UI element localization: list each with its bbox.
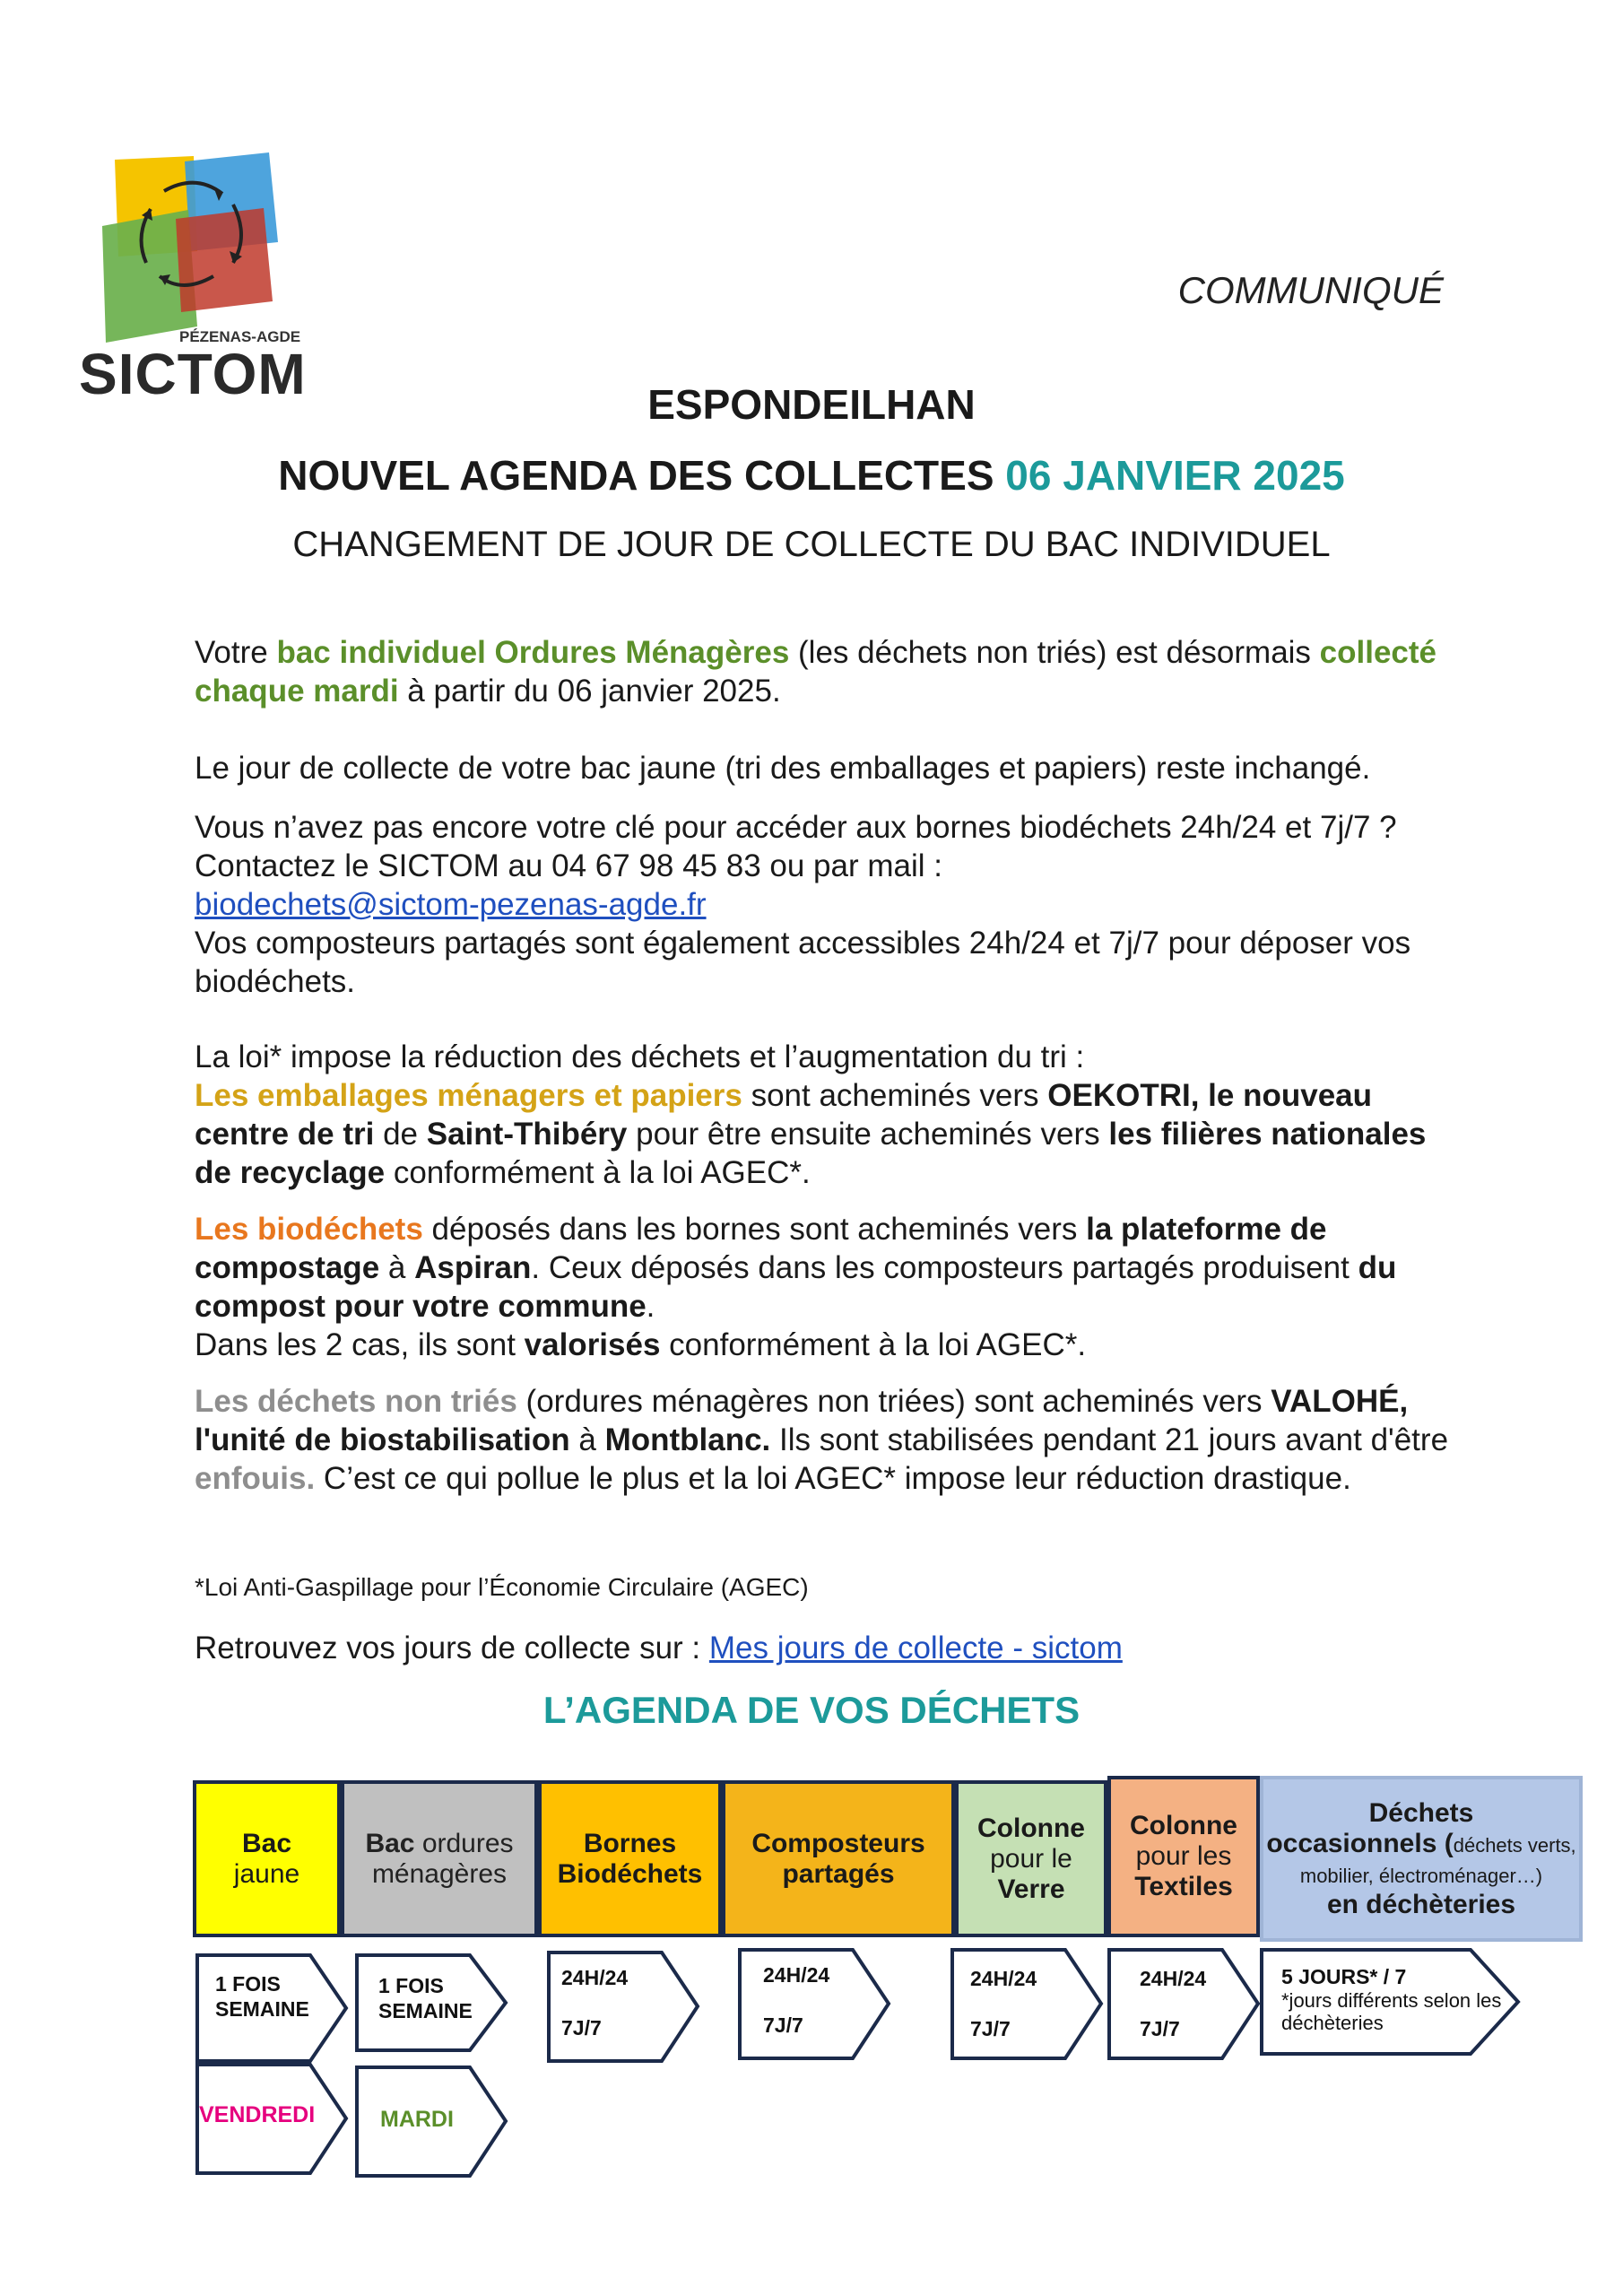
- text: La loi* impose la réduction des déchets et l’augmentation du tri :: [195, 1039, 1085, 1074]
- day-arrow-vendredi: [195, 2063, 348, 2175]
- text: (les déchets non triés) est désormais: [789, 635, 1320, 670]
- highlight: Montblanc.: [604, 1422, 771, 1457]
- head-line: pour les: [1135, 1841, 1232, 1871]
- text: de: [374, 1117, 427, 1152]
- text: Vous n’avez pas encore votre clé pour accéder aux bornes biodéchets 24h/24 et 7j/7 ? Contactez le SICTOM au 04 67 98 45 83 ou par mail :: [195, 810, 1397, 883]
- freq-line: 24H/24: [1140, 1967, 1207, 1990]
- town-title: ESPONDEILHAN: [647, 381, 976, 428]
- head-line: Bornes: [583, 1828, 677, 1858]
- paragraph-biodechets: [195, 1210, 1450, 1364]
- highlight: Aspiran: [414, 1250, 532, 1285]
- head-line: Verre: [997, 1874, 1065, 1904]
- logo-name: SICTOM: [79, 342, 307, 406]
- head-line: Bac: [241, 1828, 292, 1858]
- collect-days-line: [195, 1631, 1123, 1666]
- text: déposés dans les bornes sont acheminés vers: [422, 1212, 1087, 1247]
- head-line: Composteurs: [751, 1828, 925, 1858]
- page-subtitle: CHANGEMENT DE JOUR DE COLLECTE DU BAC INDIVIDUEL: [292, 525, 1331, 564]
- page-title: [0, 451, 1623, 500]
- text: .: [646, 1289, 655, 1324]
- paragraph-biodechets-key: [195, 808, 1450, 1001]
- freq-line: 1 FOIS: [378, 1974, 444, 1997]
- text: C’est ce qui pollue le plus et la loi AGEC* impose leur réduction drastique.: [315, 1461, 1351, 1496]
- text: (ordures ménagères non triées) sont acheminés vers: [516, 1384, 1271, 1419]
- communique-label: COMMUNIQUÉ: [1177, 269, 1444, 311]
- text: Dans les 2 cas, ils sont: [195, 1327, 525, 1362]
- collect-days-link[interactable]: Mes jours de collecte - sictom: [708, 1631, 1123, 1665]
- title-main: NOUVEL AGENDA DES COLLECTES: [278, 452, 1006, 499]
- head-line: occasionnels (: [1266, 1828, 1454, 1858]
- highlight: la plateforme de compostage: [195, 1212, 1327, 1285]
- freq-line: 24H/24: [970, 1967, 1037, 1990]
- freq-line: 24H/24: [561, 1966, 629, 1989]
- head-line: Textiles: [1134, 1872, 1233, 1901]
- agenda-head-textiles: [1107, 1776, 1260, 1937]
- text: sont acheminés vers: [742, 1078, 1048, 1113]
- highlight: OEKOTRI, le nouveau centre de tri: [195, 1078, 1373, 1152]
- head-line: jaune: [233, 1858, 300, 1889]
- freq-line: 5 JOURS* / 7: [1281, 1965, 1407, 1988]
- freq-arrow-bac-jaune: [195, 1953, 348, 2063]
- paragraph-bac-individuel: [195, 633, 1450, 710]
- text: Vos composteurs partagés sont également accessibles 24h/24 et 7j/7 pour déposer vos biodéchets.: [195, 926, 1411, 999]
- agenda-head-bac-jaune: [193, 1780, 341, 1937]
- agenda-title: L’AGENDA DE VOS DÉCHETS: [542, 1689, 1081, 1731]
- head-line: partagés: [782, 1858, 895, 1889]
- highlight: Les emballages ménagers et papiers: [195, 1078, 742, 1113]
- highlight: bac individuel Ordures Ménagères: [276, 635, 790, 670]
- highlight: les filières nationales de recyclage: [195, 1117, 1427, 1190]
- freq-line: 7J/7: [1140, 2017, 1180, 2040]
- day-label-vendredi: VENDREDI: [199, 2102, 316, 2127]
- highlight: VALOHÉ, l'unité de biostabilisation: [195, 1384, 1409, 1457]
- highlight: collecté chaque mardi: [195, 635, 1437, 709]
- highlight: du compost pour votre commune: [195, 1250, 1397, 1324]
- highlight: Saint-Thibéry: [426, 1117, 628, 1152]
- logo-tagline: PÉZENAS-AGDE: [179, 328, 301, 345]
- sictom-logo: [79, 151, 330, 411]
- freq-arrow-decheteries: [1260, 1948, 1520, 2056]
- text: Ils sont stabilisées pendant 21 jours avant d'être: [770, 1422, 1449, 1457]
- freq-line: 1 FOIS: [215, 1972, 281, 1996]
- head-line: Déchets: [1368, 1797, 1474, 1828]
- freq-arrow-composteurs: [738, 1948, 890, 2060]
- freq-arrow-ordures: [355, 1953, 508, 2052]
- freq-line: 7J/7: [763, 2013, 803, 2037]
- highlight: Les déchets non triés: [195, 1384, 517, 1419]
- head-line: déchets verts, mobilier, électroménager…): [1299, 1833, 1576, 1887]
- text: à partir du 06 janvier 2025.: [398, 674, 781, 709]
- text: conformément à la loi AGEC*.: [385, 1155, 811, 1190]
- footnote: *Loi Anti-Gaspillage pour l’Économie Circulaire (AGEC): [195, 1573, 809, 1601]
- paragraph-bac-jaune: Le jour de collecte de votre bac jaune (tri des emballages et papiers) reste inchangé.: [195, 751, 1371, 786]
- freq-arrow-verre: [950, 1948, 1103, 2060]
- agenda-head-verre: [955, 1780, 1107, 1937]
- head-line: Bac: [365, 1828, 415, 1858]
- freq-line: *jours différents selon les déchèteries: [1281, 1989, 1502, 2034]
- head-line: pour le: [990, 1843, 1072, 1874]
- email-link[interactable]: biodechets@sictom-pezenas-agde.fr: [195, 887, 707, 922]
- freq-line: 7J/7: [561, 2016, 602, 2039]
- highlight: valorisés: [524, 1327, 661, 1362]
- head-line: ménagères: [371, 1858, 508, 1889]
- text: Votre: [195, 635, 277, 670]
- head-line: Colonne: [1130, 1811, 1237, 1840]
- head-line: ordures: [414, 1828, 514, 1858]
- highlight: Les biodéchets: [195, 1212, 423, 1247]
- highlight: enfouis.: [195, 1461, 316, 1496]
- agenda-head-ordures: [341, 1780, 538, 1937]
- freq-line: SEMAINE: [215, 1997, 309, 2021]
- text: à: [379, 1250, 415, 1285]
- day-label-mardi: MARDI: [380, 2107, 454, 2132]
- text: conformément à la loi AGEC*.: [660, 1327, 1087, 1362]
- agenda-head-composteurs: [722, 1780, 955, 1937]
- freq-arrow-bornes: [547, 1951, 699, 2063]
- day-arrow-mardi: [355, 2066, 508, 2178]
- freq-line: SEMAINE: [378, 1999, 473, 2022]
- text: à: [569, 1422, 605, 1457]
- paragraph-loi: [195, 1038, 1450, 1192]
- agenda-head-bornes: [538, 1780, 722, 1937]
- head-line: en déchèteries: [1326, 1889, 1516, 1919]
- head-line: Biodéchets: [557, 1858, 703, 1889]
- title-date: 06 JANVIER 2025: [1005, 452, 1345, 499]
- freq-line: 7J/7: [970, 2017, 1011, 2040]
- head-line: Colonne: [977, 1813, 1085, 1843]
- text: Retrouvez vos jours de collecte sur :: [195, 1631, 709, 1665]
- paragraph-non-tries: [195, 1382, 1450, 1498]
- agenda-head-decheteries: [1260, 1776, 1583, 1942]
- text: pour être ensuite acheminés vers: [627, 1117, 1109, 1152]
- freq-line: 24H/24: [763, 1963, 830, 1987]
- freq-arrow-textiles: [1107, 1948, 1260, 2060]
- text: . Ceux déposés dans les composteurs partagés produisent: [531, 1250, 1358, 1285]
